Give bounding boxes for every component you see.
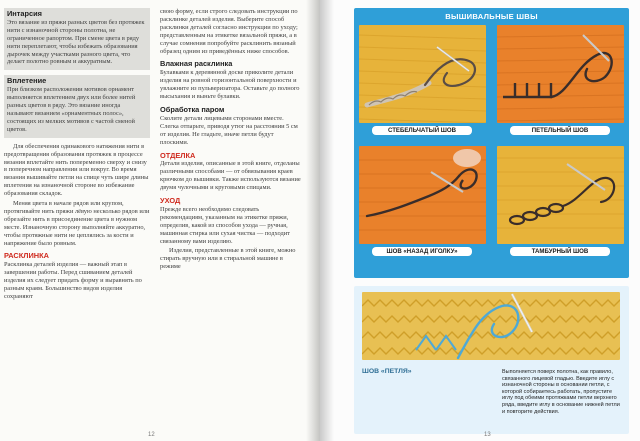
blanket-stitch-caption: ПЕТЕЛЬНЫЙ ШОВ	[510, 126, 610, 135]
backstitch-caption: ШОВ «НАЗАД ИГОЛКУ»	[372, 247, 472, 256]
vpletenie-box	[4, 75, 150, 137]
intarsia-text: Это вязание из пряжи разных цветов без протяжек нити с изнаночной стороны полотна, не ограниченное рапортом. При смене цвета в ряду нити переплетают, чтобы избежать образования дырочек между участками разного цвета, что делает полотно ровным и аккуратным.	[7, 18, 145, 66]
right-page	[320, 0, 640, 441]
gutter-shadow-right	[320, 0, 334, 441]
blanket-stitch-photo	[497, 25, 624, 123]
uhod-text: Прежде всего необходимо следовать рекомендациям, указанным на этикетке пряжи, определив, какой из способов ухода — ручная, машинная стирка или сухая чистка — подходит связанному вами изделию.	[160, 205, 290, 245]
body-paragraph: Для обеспечения одинакового натяжения нити в предотвращения образования протяжек в процессе вязания вплетайте нить попеременно сверху и снизу в поперечном направлении или вокруг. Во время вязания вышивайте петли на спице чуть шире длины вплетения на изнаночной стороне во избежание образования складок.	[4, 142, 149, 198]
obrabotka-text: Сколите детали лицевыми сторонами вместе. Слегка отпарьте, приводя утюг на расстоянии 5 см от изделия. Не гладьте, иначе петли будут плоскими.	[160, 114, 298, 146]
backstitch-photo	[359, 146, 486, 244]
uhod-text-continued: Изделия, представленные в этой книге, можно стирать вручную или в стиральной машине в режиме	[160, 247, 296, 271]
page-number-left: 12	[148, 432, 155, 438]
loop-stitch-photo	[362, 292, 620, 360]
stem-stitch-photo	[359, 25, 486, 123]
raskalka-heading: РАСКЛИНКА	[4, 251, 49, 261]
intro-paragraph: свою форму, если строго следовать инструкции по расклинке деталей изделия. Выберите способ расклинки деталей согласно инструкции по уходу; представленным на этикетке вязальной пряжи, а в случае сомнения попробуйте расклинить вязаный образец одним из приведённых ниже способов.	[160, 8, 298, 55]
body-paragraph: Меняя цвета в начале рядов или крупом, протягивайте нить пряжи лёвую несколько рядов или обрезайте нить в присоединение цвета в нужном месте. Изнаночную сторону выполняйте аккуратно, чтобы протяжные нити не цеплялись за кости и напряжение было ровным.	[4, 200, 150, 247]
loop-stitch-description: Выполняется поверх полотна, как правило, связанного лицевой гладью. Введите иглу с изнаночной стороны в основании петли, с которой собираетесь работать, пропустите иглу под обеими протяжками петли верхнего ряда, введите иглу в основание нижней петли и повторите действия.	[502, 369, 620, 415]
otdelka-text: Детали изделия, описанные в этой книге, отделаны различными способами — от обвязывания краев крючком до вышивки. Также используются вязание двумя чулочными и круговыми спицами.	[160, 160, 301, 192]
intarsia-box	[4, 8, 150, 70]
uhod-heading: УХОД	[160, 196, 181, 206]
page-number-right: 13	[484, 432, 491, 438]
gutter-shadow-left	[306, 0, 320, 441]
panel-title: ВЫШИВАЛЬНЫЕ ШВЫ	[445, 12, 538, 21]
intarsia-heading: Интарсия	[7, 9, 42, 18]
vlazhnaya-heading: Влажная расклинка	[160, 59, 233, 69]
left-column	[4, 8, 150, 438]
loop-stitch-panel	[354, 286, 629, 434]
right-column	[160, 8, 302, 438]
embroidery-stitches-panel	[354, 8, 629, 278]
loop-stitch-caption: ШОВ «ПЕТЛЯ»	[362, 368, 412, 375]
stem-stitch-caption: СТЕБЕЛЬЧАТЫЙ ШОВ	[372, 126, 472, 135]
raskalka-text: Расклинка деталей изделия — важный этап в завершении работы. Перед сшиванием деталей изделия их следует придать форму и выравнять по разным краям. Большинство видов изделия сохраняют	[4, 261, 142, 300]
vpletenie-heading: Вплетение	[7, 76, 47, 86]
otdelka-heading: ОТДЕЛКА	[160, 150, 196, 160]
vpletenie-text: При близком расположении мотивов орнамент выполняется вплетением двух или более нитей разных цветов в ряду. Это вязание иногда называют вязанием «орнаментных полос», состоящих из мелких мотивов с частой сменой цветов.	[7, 86, 136, 133]
vlazhnaya-text: Булавками к деревянной доске приколите детали изделия на ровной горизонтальной поверхности и увлажните из пульверизатора. Оставьте до полного высыхания и выньте булавки.	[160, 69, 300, 101]
chain-stitch-photo	[497, 146, 624, 244]
chain-stitch-caption: ТАМБУРНЫЙ ШОВ	[510, 247, 610, 256]
obrabotka-heading: Обработка паром	[160, 104, 225, 114]
